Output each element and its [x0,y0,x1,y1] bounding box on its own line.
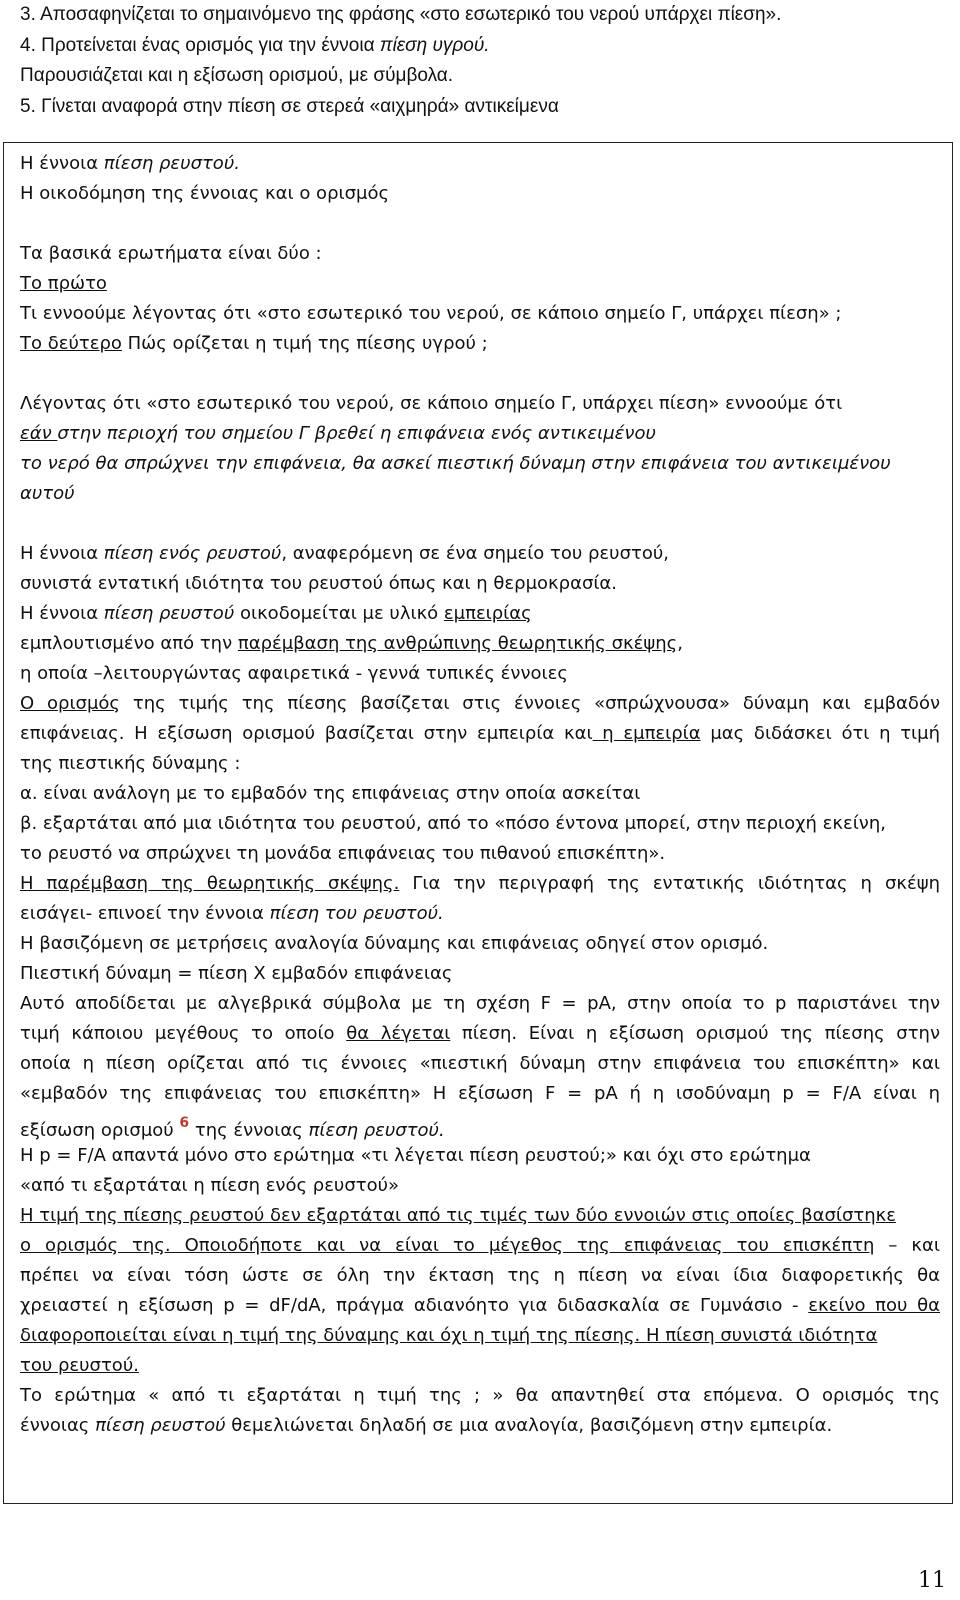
first-question: Τι εννοούμε λέγοντας ότι «στο εσωτερικό του νερού, σε κάποιο σημείο Γ, υπάρχει πίεση» ; [20,303,842,324]
section-heading [20,153,240,174]
paragraph-line [20,1415,832,1436]
list-item-b: β. εξαρτάται από μια ιδιότητα του ρευστού, από το «πόσο έντονα μπορεί, στην περιοχή εκείνη, [20,813,886,834]
paragraph-line [20,723,940,744]
paragraph-line: πρέπει να είναι τόση ώστε σε όλη την έκταση της η πίεση να είναι ίδια διαφορετικής θα [20,1265,940,1286]
footnote-marker: 6 [179,1115,190,1131]
paragraph-line [20,543,669,564]
paragraph-line: αυτού [20,483,75,504]
paragraph-text: της έννοιας [189,1120,309,1141]
underlined-term: η εμπειρία [592,723,701,744]
paragraph-line [20,1235,940,1256]
paragraph-text: πίεση. Είναι η εξίσωση ορισμού της πίεσης στην [450,1023,941,1044]
formula-line: Πιεστική δύναμη = πίεση Χ εμβαδόν επιφάνειας [20,963,453,984]
paragraph-line: Τα βασικά ερωτήματα είναι δύο : [20,243,322,264]
paragraph-text: χρειαστεί η εξίσωση p = dF/dA, πράγμα αδιανόητο για διδασκαλία σε Γυμνάσιο - [20,1295,809,1316]
paragraph-line [20,1023,940,1044]
second-question-label: Το δεύτερο [20,333,122,354]
second-question [20,333,488,354]
paragraph-line: διαφοροποιείται είναι η τιμή της δύναμης και όχι η τιμή της πίεσης. Η πίεση συνιστά ιδιότητα [20,1325,878,1346]
paragraph-text: επιφάνειας. Η εξίσωση ορισμού βασίζεται στην εμπειρία και [20,723,593,744]
paragraph-line: συνιστά εντατική ιδιότητα του ρευστού όπως και η θερμοκρασία. [20,573,618,594]
paragraph-line: «από τι εξαρτάται η πίεση ενός ρευστού» [20,1175,400,1196]
paragraph-text: της τιμής της πίεσης βασίζεται στις έννοιες «σπρώχνουσα» δύναμη και εμβαδόν [120,693,941,714]
intro-item-3: 3. Αποσαφηνίζεται το σημαινόμενο της φράσης «στο εσωτερικό του νερού υπάρχει πίεση». [20,4,782,25]
paragraph-line: «εμβαδόν της επιφάνειας του επισκέπτη» Η εξίσωση F = pA ή η ισοδύναμη p = F/A είναι η [20,1083,940,1104]
paragraph-text: Η έννοια [20,543,104,564]
paragraph-text: μας διδάσκει ότι η τιμή [700,723,941,744]
underlined-term: Η παρέμβαση της θεωρητικής σκέψης. [20,873,400,894]
italic-term: πίεση ρευστού. [308,1120,445,1141]
underlined-term: εκείνο που θα [808,1295,941,1316]
paragraph-text: θεμελιώνεται δηλαδή σε μια αναλογία, βασιζόμενη στην εμπειρία. [225,1415,833,1436]
paragraph-line: η οποία –λειτουργώντας αφαιρετικά - γεννά τυπικές έννοιες [20,663,568,684]
paragraph-line [20,1115,445,1141]
paragraph-text: εξίσωση ορισμού [20,1120,180,1141]
intro-item-5: 5. Γίνεται αναφορά στην πίεση σε στερεά «αιχμηρά» αντικείμενα [20,95,559,117]
list-item-a: α. είναι ανάλογη με το εμβαδόν της επιφάνειας στην οποία ασκείται [20,783,641,804]
intro-item-4-term: πίεση υγρού. [379,34,490,56]
paragraph-line: της πιεστικής δύναμης : [20,753,241,774]
intro-item-4 [20,31,940,62]
paragraph-line: Το ερώτημα « από τι εξαρτάται η τιμή της ; » θα απαντηθεί στα επόμενα. Ο ορισμός της [20,1385,940,1406]
paragraph-line: Αυτό αποδίδεται με αλγεβρικά σύμβολα με τη σχέση F = pA, στην οποία το p παριστάνει την [20,993,940,1014]
paragraph-line: Λέγοντας ότι «στο εσωτερικό του νερού, σε κάποιο σημείο Γ, υπάρχει πίεση» εννοούμε ότι [20,393,843,414]
paragraph-text: έννοιας [20,1415,96,1436]
paragraph-text: τιμή κάποιου μεγέθους το οποίο [20,1023,347,1044]
paragraph-line [20,423,656,444]
first-question-label: Το πρώτο [20,273,107,294]
paragraph-line: Η p = F/A απαντά μόνο στο ερώτημα «τι λέγεται πίεση ρευστού;» και όχι στο ερώτημα [20,1145,811,1166]
intro-list [20,0,940,122]
paragraph-line [20,1295,940,1316]
heading-text: Η έννοια [20,153,104,174]
paragraph-text: Για την περιγραφή της εντατικής ιδιότητας η σκέψη [399,873,941,894]
paragraph-line: Η τιμή της πίεσης ρευστού δεν εξαρτάται από τις τιμές των δύο εννοιών στις οποίες βασίστηκε [20,1205,896,1226]
paragraph-line [20,693,940,714]
paragraph-line: το νερό θα σπρώχνει την επιφάνεια, θα ασκεί πιεστική δύναμη στην επιφάνεια του αντικειμένου [20,453,891,474]
page-number: 11 [918,1568,946,1593]
paragraph-line: το ρευστό να σπρώχνει τη μονάδα επιφάνειας του πιθανού επισκέπτη». [20,843,666,864]
paragraph-text: – και [874,1235,940,1256]
paragraph-line: του ρευστού. [20,1355,139,1376]
paragraph-text: εισάγει- επινοεί την έννοια [20,903,270,924]
paragraph-line: οποία η πίεση ορίζεται από τις έννοιες «πιεστική δύναμη στην επιφάνεια του επισκέπτη» και [20,1053,940,1074]
underlined-term: θα λέγεται [346,1023,451,1044]
italic-term: πίεση ενός ρευστού [103,543,282,564]
paragraph-text: , [677,633,683,654]
paragraph-line [20,903,444,924]
bordered-section [3,142,953,1504]
paragraph-line [20,633,683,654]
paragraph-text: οικοδομείται με υλικό [234,603,444,624]
heading-term: πίεση ρευστού. [103,153,240,174]
underlined-term: ο ορισμός της. Οποιοδήποτε και να είναι το μέγεθος της επιφάνειας του επισκέπτη [20,1235,875,1256]
intro-item-4-cont: Παρουσιάζεται και η εξίσωση ορισμού, με σύμβολα. [20,65,454,86]
paragraph-text: Η έννοια [20,603,104,624]
paragraph-text: , αναφερόμενη σε ένα σημείο του ρευστού, [281,543,669,564]
section-subheading: Η οικοδόμηση της έννοιας και ο ορισμός [20,183,390,204]
paragraph-line [20,873,940,894]
underlined-term: εμπειρίας [443,603,532,624]
italic-term: πίεση ρευστού [95,1415,226,1436]
italic-term: πίεση ρευστού [103,603,235,624]
underlined-term: εάν [20,423,58,444]
paragraph-text: στην περιοχή του σημείου Γ βρεθεί η επιφάνεια ενός αντικειμένου [57,423,656,444]
paragraph-line: Η βασιζόμενη σε μετρήσεις αναλογία δύναμης και επιφάνειας οδηγεί στον ορισμό. [20,933,769,954]
paragraph-text: εμπλουτισμένο από την [20,633,238,654]
underlined-term: παρέμβαση της ανθρώπινης θεωρητικής σκέψης [237,633,678,654]
second-question-text: Πώς ορίζεται η τιμή της πίεσης υγρού ; [121,333,488,354]
underlined-term: Ο ορισμός [20,693,120,714]
italic-term: πίεση του ρευστού. [269,903,444,924]
paragraph-line [20,603,532,624]
intro-item-4-text: 4. Προτείνεται ένας ορισμός για την έννοια [20,34,380,56]
